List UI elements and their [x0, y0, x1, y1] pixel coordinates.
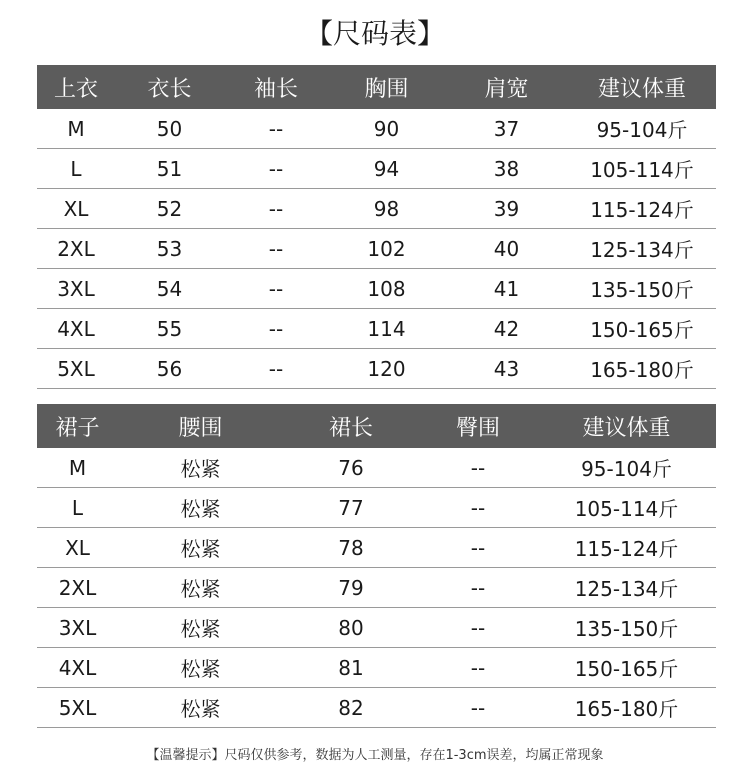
skirt-size-table	[37, 404, 716, 728]
size-cell: 4XL	[37, 648, 118, 688]
shoulder-cell: 43	[445, 349, 568, 389]
header-skirt-length: 裙长	[283, 404, 419, 448]
waist-cell: 松紧	[118, 608, 283, 648]
shoulder-cell: 40	[445, 229, 568, 269]
hip-cell: --	[419, 528, 537, 568]
sleeve-cell: --	[224, 349, 328, 389]
size-cell: 5XL	[37, 688, 118, 728]
weight-cell: 135-150斤	[568, 269, 716, 309]
header-weight: 建议体重	[568, 65, 716, 109]
waist-cell: 松紧	[118, 528, 283, 568]
sleeve-cell: --	[224, 149, 328, 189]
table-row	[37, 648, 716, 688]
skirt-length-cell: 76	[283, 448, 419, 488]
header-hip: 臀围	[419, 404, 537, 448]
shoulder-cell: 39	[445, 189, 568, 229]
weight-cell: 165-180斤	[568, 349, 716, 389]
skirt-length-cell: 81	[283, 648, 419, 688]
length-cell: 55	[115, 309, 224, 349]
shoulder-cell: 41	[445, 269, 568, 309]
length-cell: 56	[115, 349, 224, 389]
weight-cell: 95-104斤	[537, 448, 716, 488]
shoulder-cell: 37	[445, 109, 568, 149]
hip-cell: --	[419, 608, 537, 648]
weight-cell: 135-150斤	[537, 608, 716, 648]
sleeve-cell: --	[224, 309, 328, 349]
waist-cell: 松紧	[118, 648, 283, 688]
chest-cell: 114	[328, 309, 445, 349]
skirt-table-header-row	[37, 404, 716, 448]
chest-cell: 90	[328, 109, 445, 149]
hip-cell: --	[419, 568, 537, 608]
table-row	[37, 448, 716, 488]
chest-cell: 102	[328, 229, 445, 269]
table-row	[37, 349, 716, 389]
sleeve-cell: --	[224, 189, 328, 229]
hip-cell: --	[419, 648, 537, 688]
skirt-length-cell: 80	[283, 608, 419, 648]
size-cell: XL	[37, 528, 118, 568]
length-cell: 54	[115, 269, 224, 309]
hip-cell: --	[419, 488, 537, 528]
footer-note: 【温馨提示】尺码仅供参考，数据为人工测量，存在1-3cm误差，均属正常现象	[146, 748, 604, 763]
header-sleeve: 袖长	[224, 65, 328, 109]
table-row	[37, 149, 716, 189]
table-row	[37, 189, 716, 229]
skirt-length-cell: 82	[283, 688, 419, 728]
header-chest: 胸围	[328, 65, 445, 109]
size-cell: M	[37, 448, 118, 488]
weight-cell: 150-165斤	[568, 309, 716, 349]
weight-cell: 115-124斤	[537, 528, 716, 568]
header-length: 衣长	[115, 65, 224, 109]
waist-cell: 松紧	[118, 448, 283, 488]
waist-cell: 松紧	[118, 488, 283, 528]
header-top: 上衣	[37, 65, 115, 109]
table-row	[37, 488, 716, 528]
weight-cell: 125-134斤	[568, 229, 716, 269]
waist-cell: 松紧	[118, 568, 283, 608]
sleeve-cell: --	[224, 229, 328, 269]
size-cell: M	[37, 109, 115, 149]
table-row	[37, 309, 716, 349]
table-row	[37, 109, 716, 149]
waist-cell: 松紧	[118, 688, 283, 728]
header-weight: 建议体重	[537, 404, 716, 448]
sleeve-cell: --	[224, 109, 328, 149]
header-skirt: 裙子	[37, 404, 118, 448]
table-row	[37, 229, 716, 269]
table-row	[37, 269, 716, 309]
top-table-header-row	[37, 65, 716, 109]
skirt-length-cell: 77	[283, 488, 419, 528]
size-cell: XL	[37, 189, 115, 229]
weight-cell: 165-180斤	[537, 688, 716, 728]
size-cell: 5XL	[37, 349, 115, 389]
length-cell: 53	[115, 229, 224, 269]
size-cell: 3XL	[37, 269, 115, 309]
hip-cell: --	[419, 688, 537, 728]
weight-cell: 115-124斤	[568, 189, 716, 229]
length-cell: 52	[115, 189, 224, 229]
size-cell: 2XL	[37, 229, 115, 269]
size-cell: L	[37, 488, 118, 528]
sleeve-cell: --	[224, 269, 328, 309]
weight-cell: 150-165斤	[537, 648, 716, 688]
weight-cell: 105-114斤	[568, 149, 716, 189]
top-size-table	[37, 65, 716, 389]
header-waist: 腰围	[118, 404, 283, 448]
size-cell: 4XL	[37, 309, 115, 349]
table-row	[37, 608, 716, 648]
page-title: 【尺码表】	[304, 17, 445, 50]
weight-cell: 95-104斤	[568, 109, 716, 149]
weight-cell: 125-134斤	[537, 568, 716, 608]
length-cell: 51	[115, 149, 224, 189]
skirt-length-cell: 78	[283, 528, 419, 568]
chest-cell: 120	[328, 349, 445, 389]
chest-cell: 98	[328, 189, 445, 229]
chest-cell: 94	[328, 149, 445, 189]
table-row	[37, 688, 716, 728]
size-cell: 2XL	[37, 568, 118, 608]
shoulder-cell: 38	[445, 149, 568, 189]
table-row	[37, 528, 716, 568]
shoulder-cell: 42	[445, 309, 568, 349]
skirt-length-cell: 79	[283, 568, 419, 608]
length-cell: 50	[115, 109, 224, 149]
header-shoulder: 肩宽	[445, 65, 568, 109]
hip-cell: --	[419, 448, 537, 488]
weight-cell: 105-114斤	[537, 488, 716, 528]
table-row	[37, 568, 716, 608]
chest-cell: 108	[328, 269, 445, 309]
size-cell: 3XL	[37, 608, 118, 648]
size-cell: L	[37, 149, 115, 189]
